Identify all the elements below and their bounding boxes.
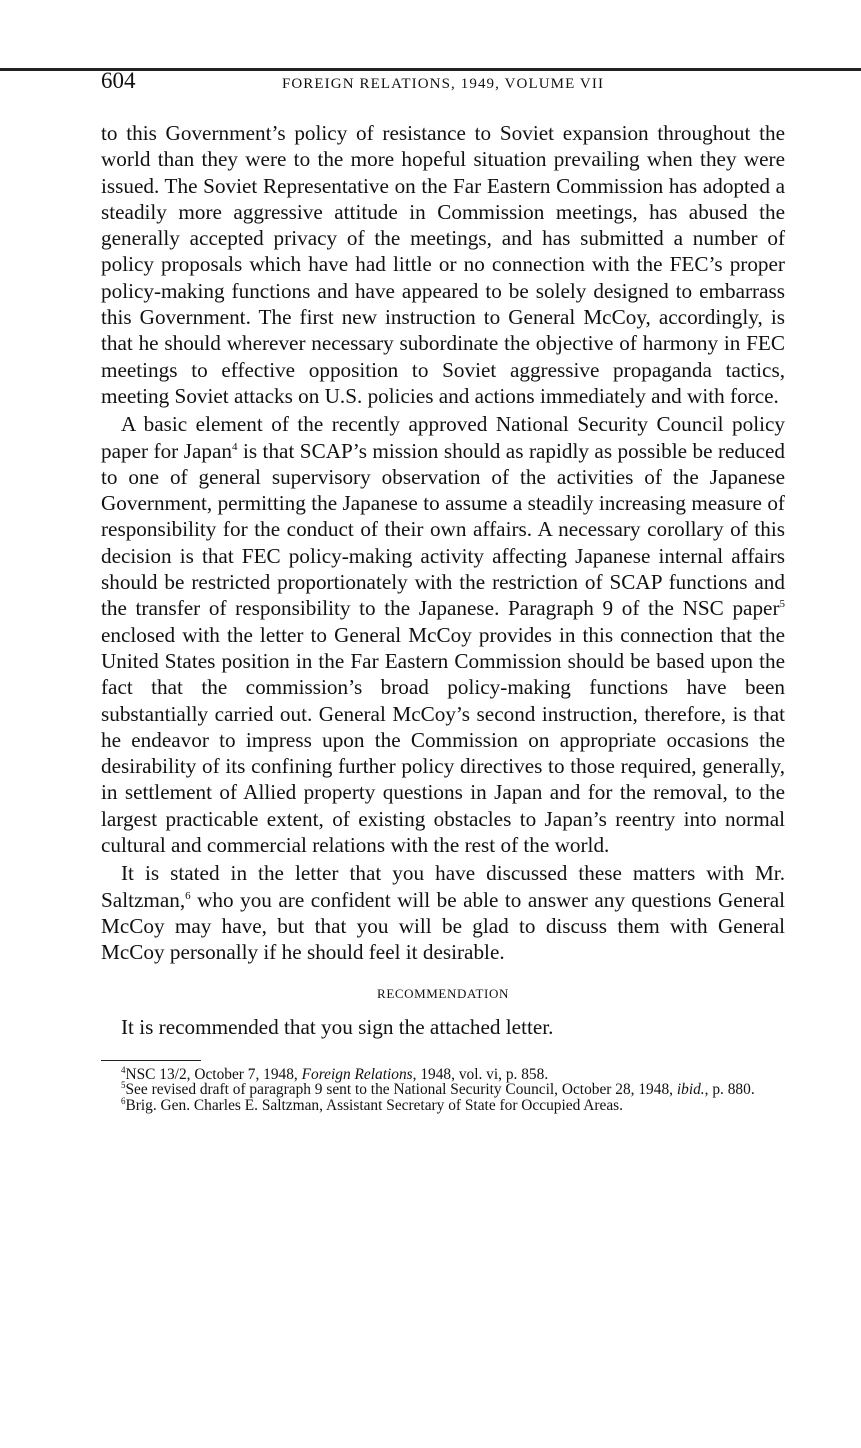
- paragraph-2-part-b: is that SCAP’s mission should as rapidly as possible be reduced to one of general supervisory observation of the activities of the Japanese Government, permitting the Japanese to assume a steadily increasing measure of responsibility for the conduct of their own affairs. A necessary corollary of this decision is that FEC policy-making activity affecting Japanese internal affairs should be restricted proportionately with the restriction of SCAP functions and the transfer of responsibility to the Japanese. Paragraph 9 of the NSC paper: [101, 438, 786, 621]
- paragraph-2-part-a: A basic element of the recently approved National Security Council policy paper for Japan: [101, 412, 785, 463]
- paragraph-3-part-a: It is stated in the letter that you have discussed these matters with Mr. Saltzman,: [101, 861, 785, 912]
- recommendation-text: It is recommended that you sign the attached letter.: [121, 1014, 554, 1039]
- footnote-text: NSC 13/2, October 7, 1948,: [125, 1065, 302, 1083]
- page-number: 604: [101, 68, 136, 93]
- footnote-text: Brig. Gen. Charles E. Saltzman, Assistant Secretary of State for Occupied Areas.: [125, 1096, 623, 1114]
- body-text: [101, 120, 785, 966]
- footnote-italic: ibid.: [676, 1081, 705, 1098]
- footnote: [101, 1095, 785, 1114]
- footnote-number: 6: [121, 1095, 126, 1106]
- footnote-ref-4: 4: [231, 440, 238, 453]
- footnote-text-end: , p. 880.: [704, 1081, 755, 1098]
- footnote-number: 5: [121, 1079, 126, 1090]
- footnote: [101, 1079, 785, 1098]
- footnote-rule: [101, 1060, 201, 1061]
- footnote-number: 4: [121, 1064, 126, 1075]
- paragraph-3: [101, 860, 785, 965]
- footnote-ref-6: 6: [185, 889, 191, 902]
- running-title: FOREIGN RELATIONS, 1949, VOLUME VII: [281, 76, 605, 92]
- paragraph-3-part-b: who you are confident will be able to answer any questions General McCoy may have, but that you will be glad to discuss them with General McCoy personally if he should feel it desirable.: [101, 887, 785, 965]
- footnote-text: See revised draft of paragraph 9 sent to the National Security Council, October 28, 1948,: [125, 1081, 677, 1098]
- footnote-ref-5: 5: [779, 598, 785, 611]
- document-page: [0, 68, 861, 1448]
- footnotes: [101, 1064, 785, 1114]
- paragraph-2: [101, 411, 785, 858]
- recommendation-heading: RECOMMENDATION: [377, 985, 509, 1001]
- page-header: [101, 68, 785, 98]
- paragraph-1: to this Government’s policy of resistance to Soviet expansion throughout the world than they were to the more hopeful situation prevailing when they were issued. The Soviet Representative on the Far Eastern Commission has adopted a steadily more aggressive attitude in Commission meetings, has abused the generally accepted privacy of the meetings, and has submitted a number of policy proposals which have had little or no connection with the FEC’s proper policy-making functions and have appeared to be solely designed to embarrass this Government. The first new instruction to General McCoy, accordingly, is that he should wherever necessary subordinate the objective of harmony in FEC meetings to effective opposition to Soviet aggressive propaganda tactics, meeting Soviet attacks on U.S. policies and actions immediately and with force.: [101, 121, 785, 408]
- footnote: [101, 1064, 785, 1083]
- footnote-text-end: , 1948, vol. vi, p. 858.: [412, 1065, 549, 1083]
- footnote-italic: Foreign Relations: [301, 1065, 413, 1083]
- paragraph-2-part-c: enclosed with the letter to General McCoy provides in this connection that the United States position in the Far Eastern Commission should be based upon the fact that the commission’s broad policy-making functions have been substantially carried out. General McCoy’s second instruction, therefore, is that he endeavor to impress upon the Commission on appropriate occasions the desirability of its confining further policy directives to those required, generally, in settlement of Allied property questions in Japan and for the removal, to the largest practicable extent, of existing obstacles to Japan’s reentry into normal cultural and commercial relations with the rest of the world.: [101, 622, 785, 858]
